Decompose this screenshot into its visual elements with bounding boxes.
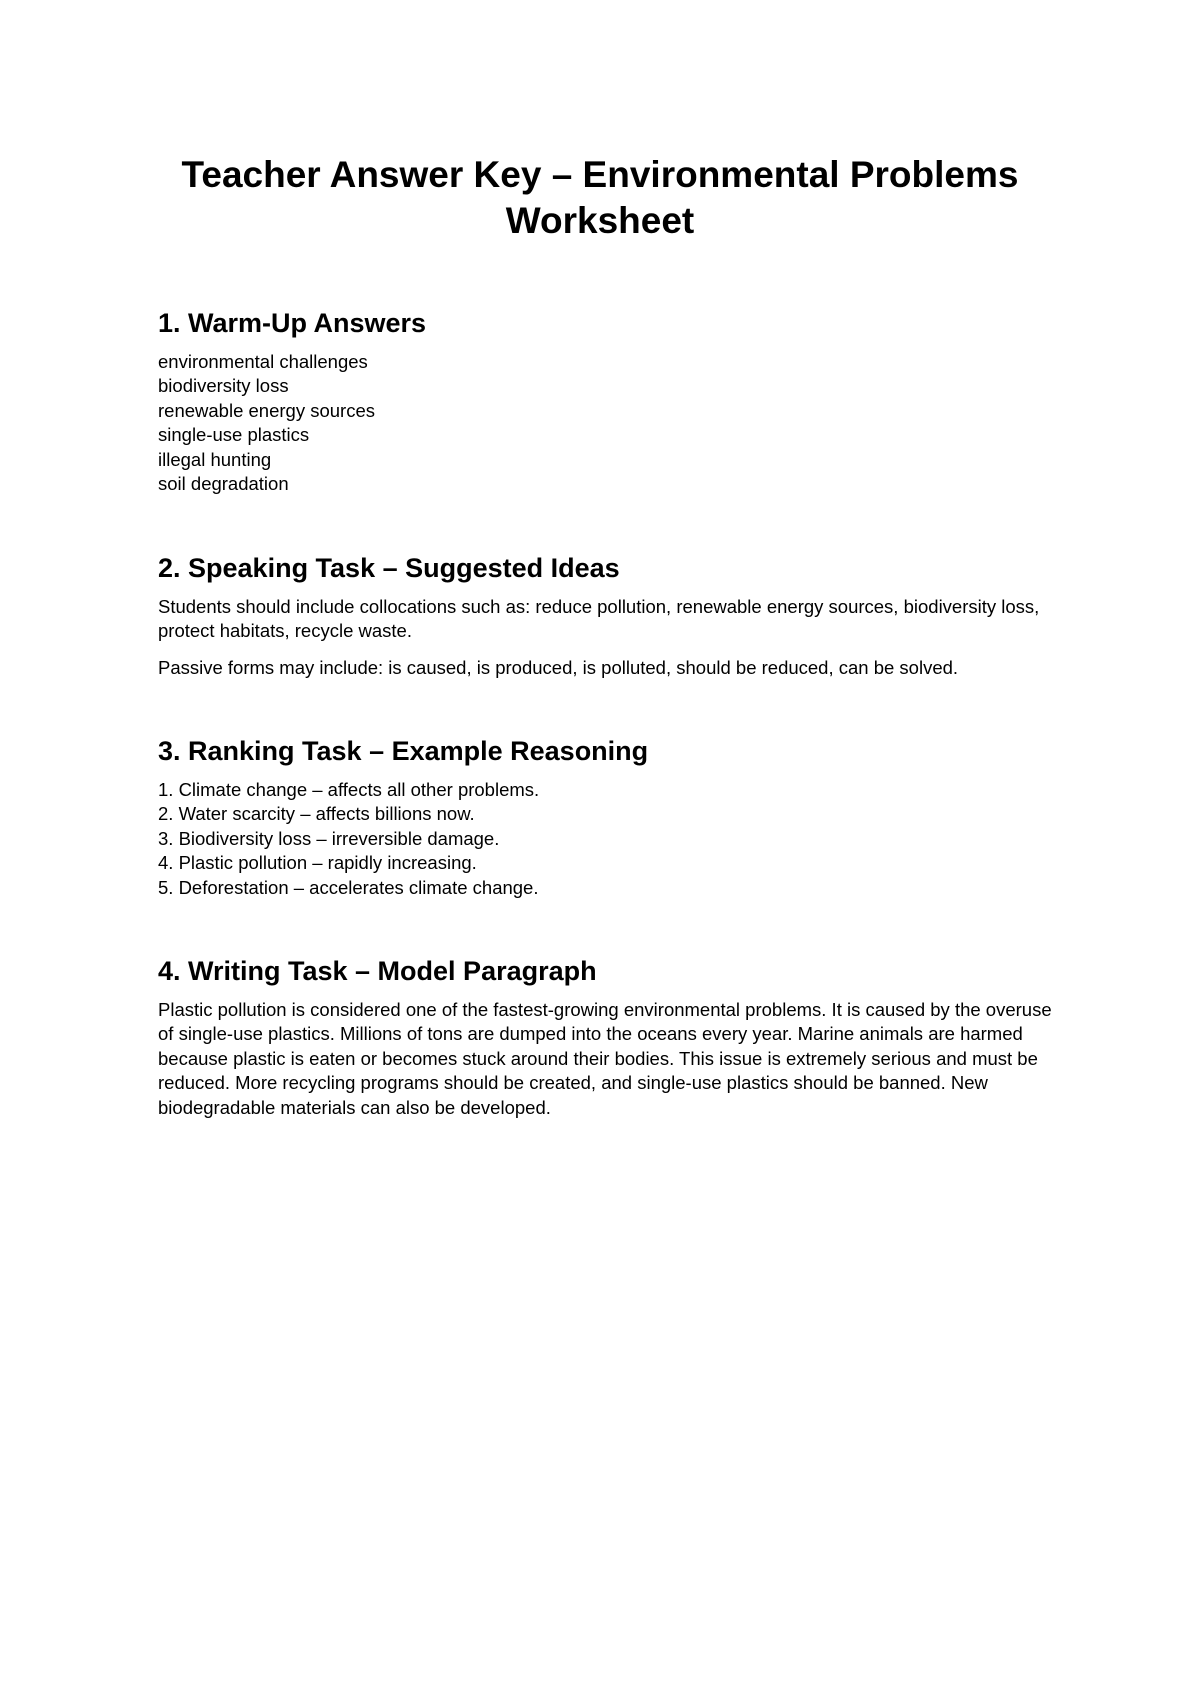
section-speaking-task xyxy=(158,551,1058,680)
list-item: environmental challenges xyxy=(158,351,368,372)
list-item: soil degradation xyxy=(158,473,289,495)
list-item: 2. Water scarcity – affects billions now. xyxy=(158,803,475,825)
section-warm-up xyxy=(158,306,1058,496)
list-item: biodiversity loss xyxy=(158,375,289,397)
list-item: 3. Biodiversity loss – irreversible damage. xyxy=(158,827,500,849)
section-heading: 2. Speaking Task – Suggested Ideas xyxy=(158,553,620,583)
list-item: 5. Deforestation – accelerates climate change. xyxy=(158,876,539,898)
warm-up-answer-list xyxy=(158,350,1058,496)
ranking-list xyxy=(158,778,1058,900)
list-item: illegal hunting xyxy=(158,448,272,470)
section-writing-task xyxy=(158,954,1058,1120)
list-item: 4. Plastic pollution – rapidly increasing. xyxy=(158,852,477,874)
section-ranking-task xyxy=(158,734,1058,900)
paragraph: Students should include collocations such as: reduce pollution, renewable energy sources, biodiversity loss, protect habitats, recycle waste. xyxy=(158,596,1040,642)
list-item: 1. Climate change – affects all other problems. xyxy=(158,779,540,800)
section-heading: 3. Ranking Task – Example Reasoning xyxy=(158,736,649,766)
section-heading: 1. Warm-Up Answers xyxy=(158,308,427,338)
paragraph: Passive forms may include: is caused, is produced, is polluted, should be reduced, can be solved. xyxy=(158,656,959,678)
document-page xyxy=(158,152,1058,1118)
section-heading: 4. Writing Task – Model Paragraph xyxy=(158,956,597,986)
list-item: single-use plastics xyxy=(158,424,310,446)
list-item: renewable energy sources xyxy=(158,399,375,421)
model-paragraph: Plastic pollution is considered one of the fastest-growing environmental problems. It is caused by the overuse of single-use plastics. Millions of tons are dumped into the oceans every year. Marine animals are harmed because plastic is eaten or becomes stuck around their bodies. This issue is extremely serious and must be reduced. More recycling programs should be created, and single-use plastics should be banned. New biodegradable materials can also be developed. xyxy=(158,999,1052,1118)
document-title: Teacher Answer Key – Environmental Problems Worksheet xyxy=(181,154,1019,241)
